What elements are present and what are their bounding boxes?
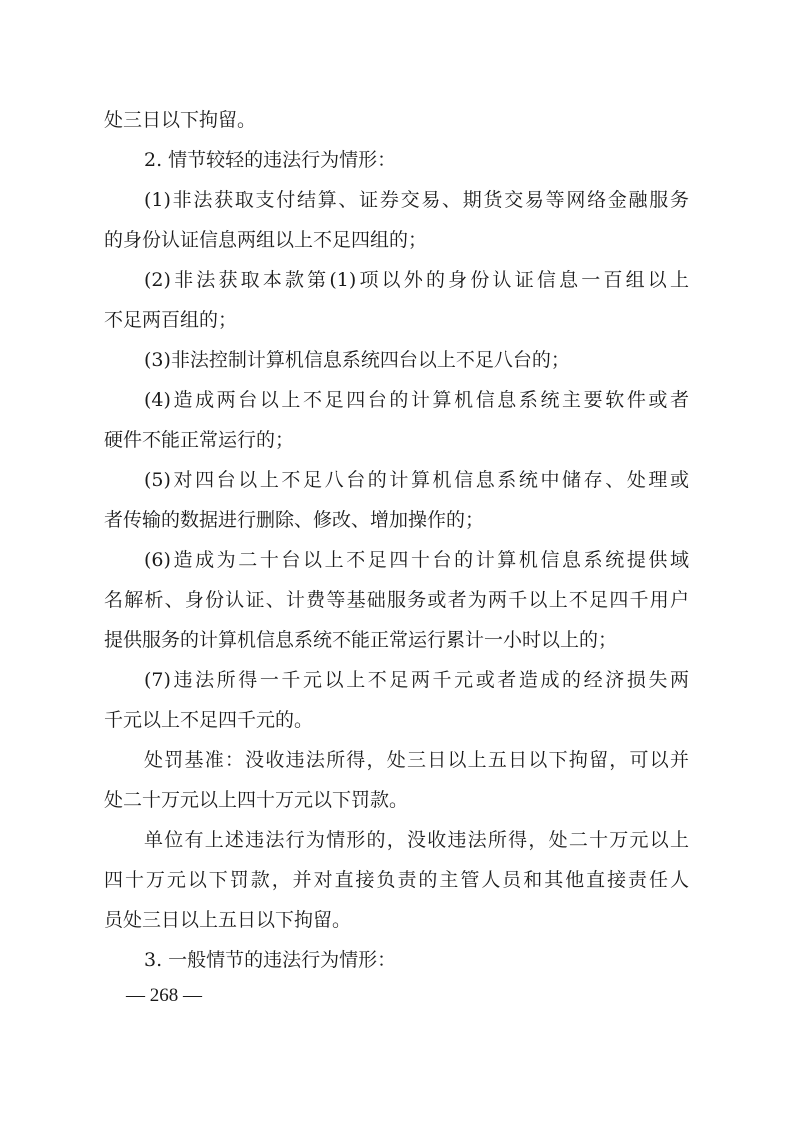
text-line: 千元以上不足四千元的。 <box>104 709 314 731</box>
text-line: 处罚基准：没收违法所得，处三日以上五日以下拘留，可以并 <box>144 749 689 771</box>
text-line: (5)对四台以上不足八台的计算机信息系统中储存、处理或 <box>144 469 689 491</box>
page-number: — 268 — <box>126 985 202 1006</box>
text-line: (1)非法获取支付结算、证券交易、期货交易等网络金融服务 <box>144 189 689 211</box>
text-line: 四十万元以下罚款，并对直接负责的主管人员和其他直接责任人 <box>104 869 689 891</box>
text-line: 员处三日以上五日以下拘留。 <box>104 909 352 931</box>
text-line: 不足两百组的； <box>104 309 238 331</box>
text-line: 者传输的数据进行删除、修改、增加操作的； <box>104 509 485 531</box>
text-line: 的身份认证信息两组以上不足四组的； <box>104 229 428 251</box>
text-line: (2)非法获取本款第(1)项以外的身份认证信息一百组以上 <box>144 269 689 291</box>
text-line: 名解析、身份认证、计费等基础服务或者为两千以上不足四千用户 <box>104 589 689 611</box>
text-line: 提供服务的计算机信息系统不能正常运行累计一小时以上的； <box>104 629 618 651</box>
text-line: 单位有上述违法行为情形的，没收违法所得，处二十万元以上 <box>144 829 689 851</box>
text-line: (4)造成两台以上不足四台的计算机信息系统主要软件或者 <box>144 389 689 411</box>
text-line: 硬件不能正常运行的； <box>104 429 295 451</box>
text-line: (6)造成为二十台以上不足四十台的计算机信息系统提供域 <box>144 549 689 571</box>
section-heading: 3. 一般情节的违法行为情形： <box>144 949 397 971</box>
section-heading: 2. 情节较轻的违法行为情形： <box>144 149 397 171</box>
text-line: (7)违法所得一千元以上不足两千元或者造成的经济损失两 <box>144 669 689 691</box>
text-line: 处二十万元以上四十万元以下罚款。 <box>104 789 409 811</box>
text-line: (3)非法控制计算机信息系统四台以上不足八台的； <box>144 349 570 371</box>
text-line: 处三日以下拘留。 <box>104 109 257 131</box>
